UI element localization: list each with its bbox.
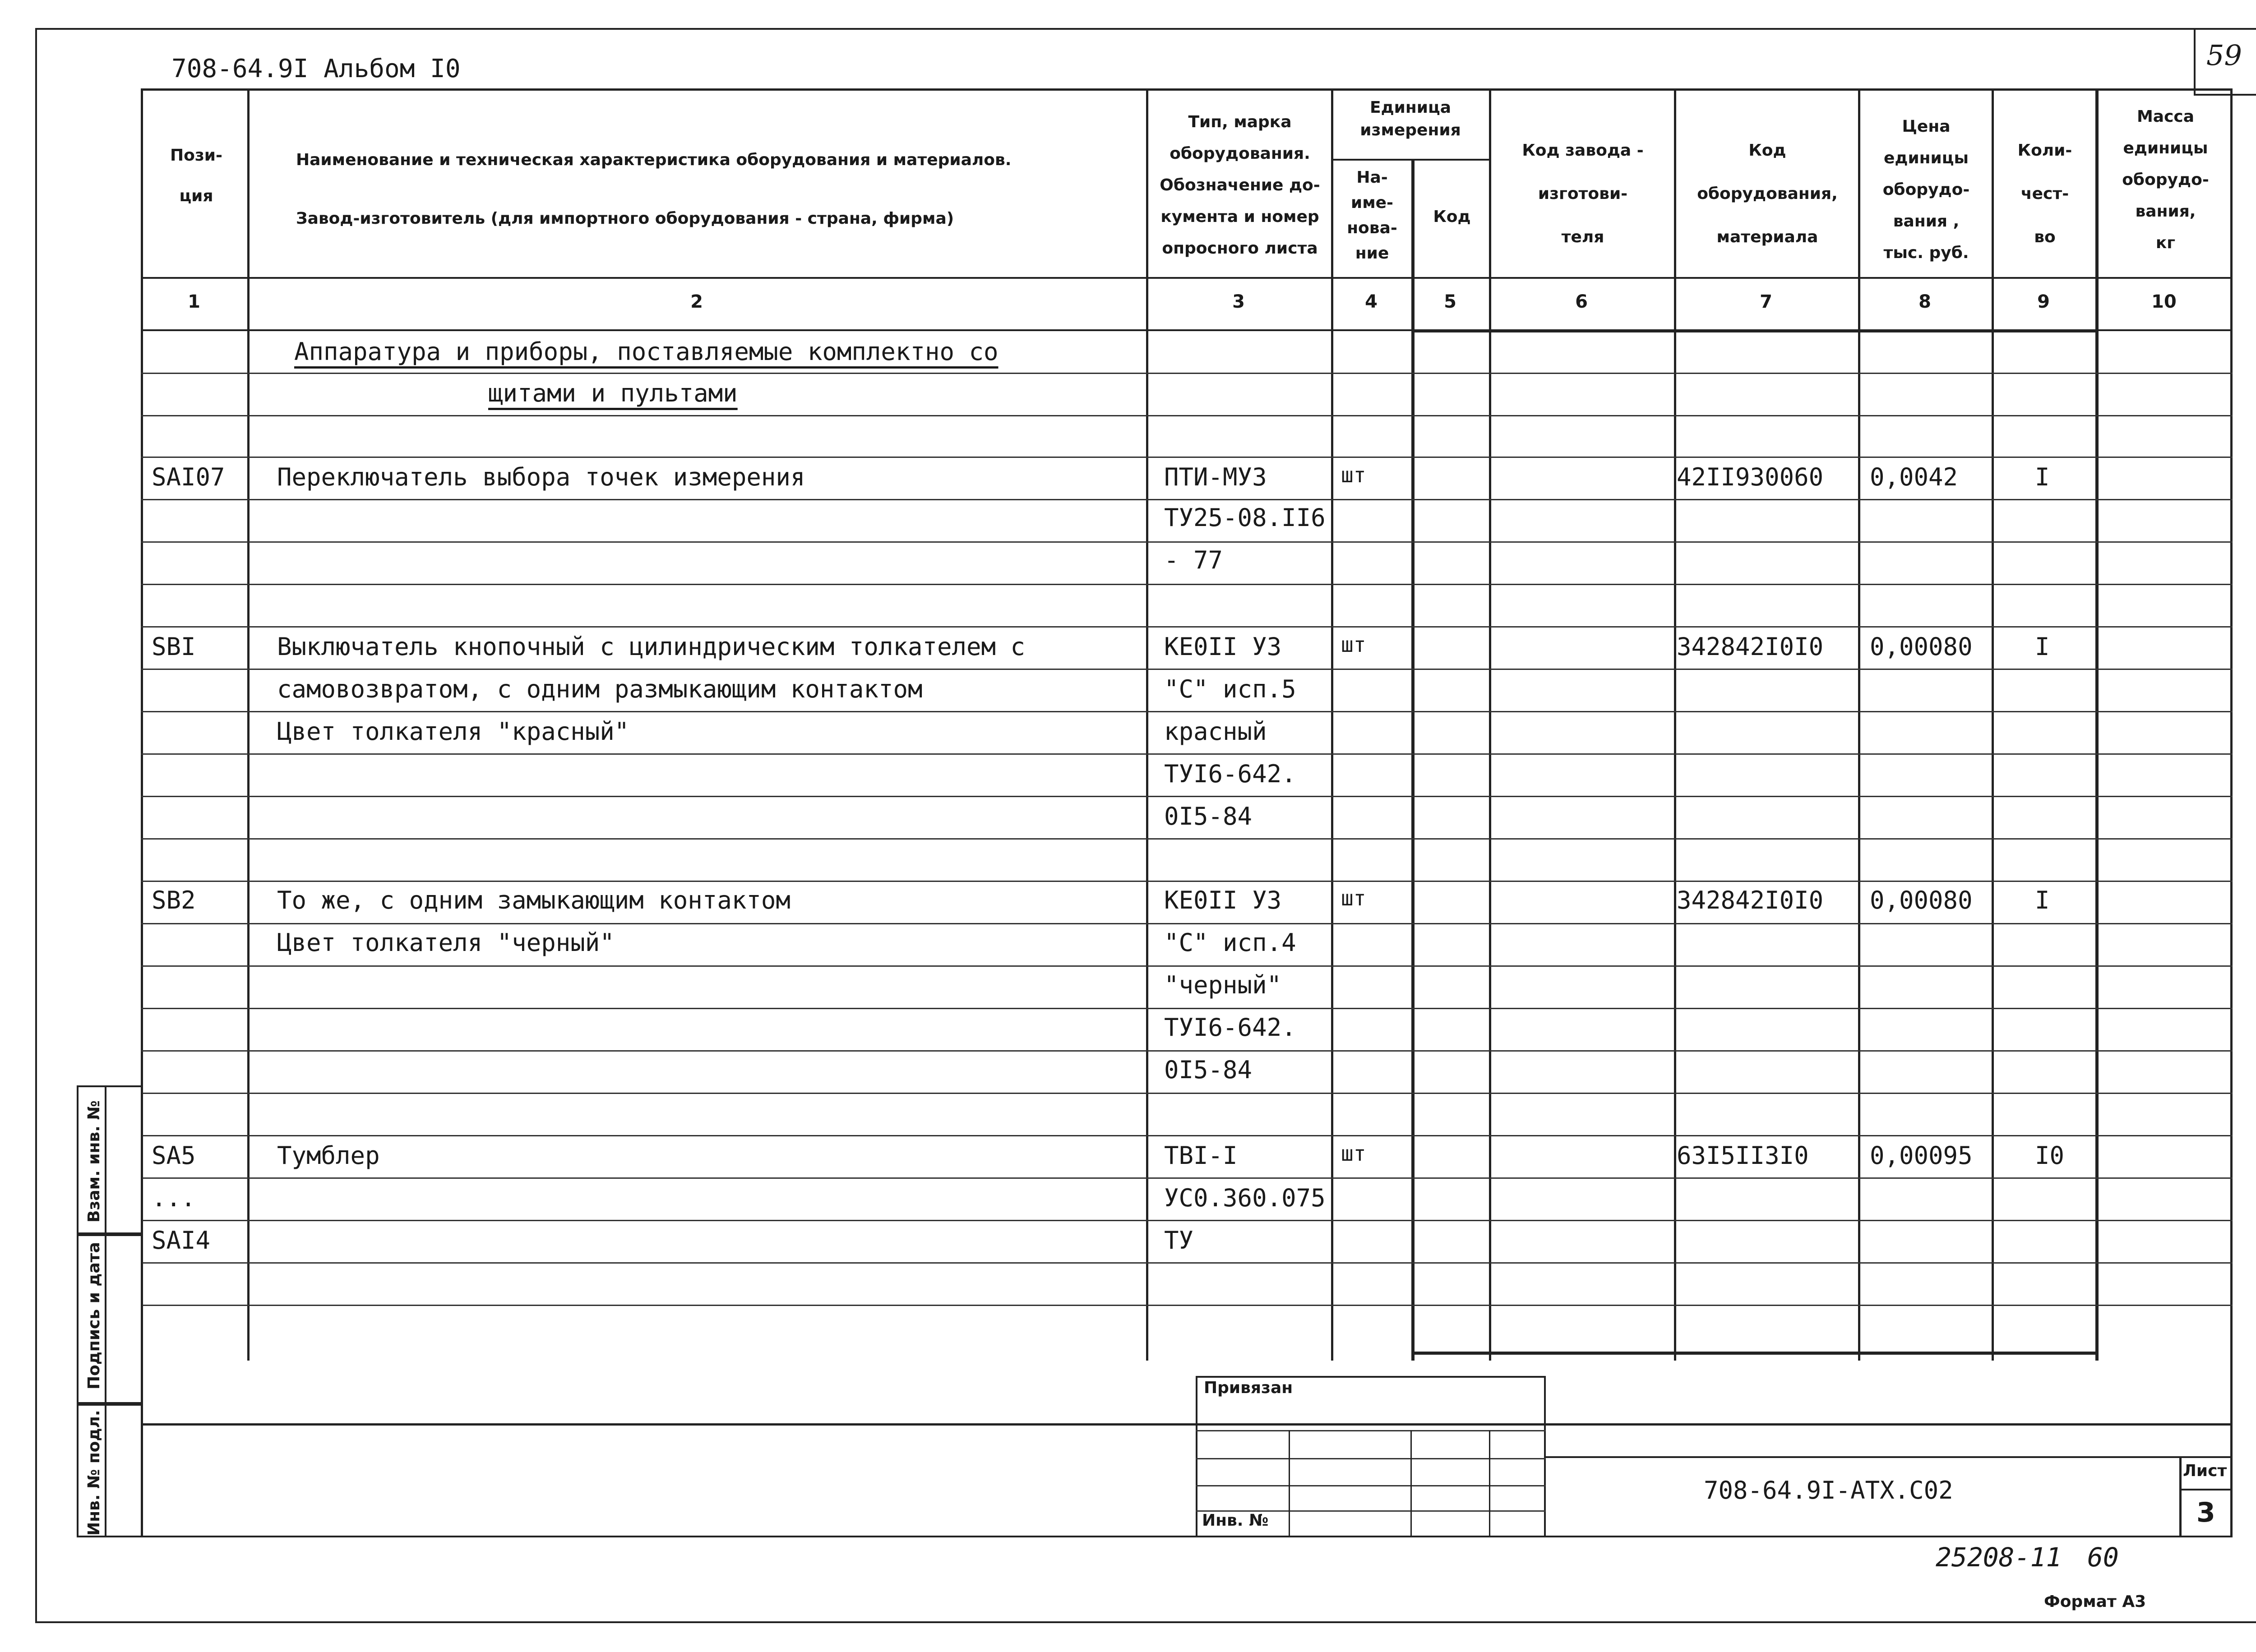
cell-pos: ... [152,1184,196,1212]
cell-name: Цвет толкателя "красный" [277,717,629,746]
cell-name: Выключатель кнопочный с цилиндрическим толкателем с [277,632,1026,661]
col7-header: Код оборудования, материала [1697,141,1838,246]
title-block-line [1546,1456,2233,1458]
thick-box-top [1411,329,2099,332]
cell-qty: I [2035,463,2050,491]
cell-code: 342842I0I0 [1677,632,1824,661]
cell-name: самовозвратом, с одним размыкающим контактом [277,675,923,703]
cell-unit: шт [1341,463,1366,487]
cell-unit: шт [1341,886,1366,910]
cell-price: 0,00095 [1870,1141,1973,1170]
cell-type: ТВI-I [1164,1141,1238,1170]
row-line [141,1093,2233,1094]
col3-header: Тип, марка оборудования. Обозначение до- кумента и номер опросного листа [1160,113,1320,258]
cell-type: 0I5-84 [1164,802,1253,831]
row-line [141,584,2233,585]
col-divider [1858,88,1860,1361]
cell-type: ТУI6-642. [1164,760,1296,788]
row-line [141,1050,2233,1052]
thick-box-bottom [1411,1352,2099,1355]
sheet-box-line [2179,1489,2233,1490]
row-line [141,796,2233,797]
side-label-signature: Подпись и дата [85,1242,103,1389]
cell-name: Цвет толкателя "черный" [277,928,615,957]
col-divider [1674,88,1676,1361]
colnum-8: 8 [1919,291,1931,312]
cell-price: 0,00080 [1870,886,1973,914]
row-line [141,541,2233,543]
col1-header: Пози- ция [170,146,222,205]
stamp-line [1196,1485,1546,1486]
unit-group-line [1331,159,1489,161]
bottom-line [141,1536,2233,1537]
archive-page: 60 [2087,1542,2119,1573]
stamp-vline [1289,1430,1290,1537]
section-title-line1: Аппаратура и приборы, поставляемые комплектно со [294,337,999,366]
cell-type: - 77 [1164,546,1223,574]
row-line [141,1008,2233,1009]
col-divider [1411,159,1415,1361]
colnum-2: 2 [690,291,703,312]
archive-number: 25208-11 [1936,1542,2062,1573]
paper-format: Формат А3 [2044,1592,2146,1611]
col10-header: Масса единицы оборудо- вания, кг [2122,107,2209,252]
col4-header: На- име- нова- ние [1347,168,1397,263]
document-designation: 708-64.9I-АТХ.С02 [1704,1476,1953,1504]
page-number: 59 [2206,39,2242,72]
cell-name: То же, с одним замыкающим контактом [277,886,791,914]
stamp-line [1196,1458,1546,1459]
stamp-vline [1410,1430,1412,1537]
col-divider [247,88,250,1361]
colnum-10: 10 [2151,291,2177,312]
side-label-inv: Инв. № подл. [85,1410,103,1536]
colnum-3: 3 [1232,291,1245,312]
row-line [141,499,2233,500]
cell-pos: SAI07 [152,463,225,491]
col-divider [1146,88,1148,1361]
row-line [141,881,2233,882]
cell-type: красный [1164,717,1267,746]
col6-header: Код завода - изготови- теля [1522,141,1644,246]
colnum-7: 7 [1760,291,1772,312]
sheet-label: Лист [2183,1462,2227,1480]
specification-table [141,88,2233,1426]
col9-header: Коли- чест- во [2017,141,2072,246]
colnum-9: 9 [2037,291,2050,312]
stamp-line [1196,1430,1546,1431]
left-line-bottom [141,1352,143,1537]
row-line [141,1177,2233,1179]
row-line [141,923,2233,924]
row-line [141,1262,2233,1264]
colnum-5: 5 [1444,291,1456,312]
row-line [141,1305,2233,1306]
inv-label: Инв. № [1202,1511,1269,1530]
colnum-4: 4 [1365,291,1378,312]
row-line [141,1220,2233,1221]
cell-price: 0,0042 [1870,463,1958,491]
col-divider [2095,88,2099,1361]
row-line [141,838,2233,840]
cell-type: "черный" [1164,971,1282,999]
document-header: 708-64.9I Альбом I0 [171,54,461,83]
row-line [141,965,2233,967]
cell-type: ТУ [1164,1226,1194,1255]
cell-type: "С" исп.4 [1164,928,1296,957]
colnum-1: 1 [188,291,200,312]
cell-type: "С" исп.5 [1164,675,1296,703]
row-line [141,669,2233,670]
cell-name: Переключатель выбора точек измерения [277,463,805,491]
cell-name: Тумблер [277,1141,380,1170]
section-title-line2: щитами и пультами [488,379,738,407]
col8-header: Цена единицы оборудо- вания , тыс. руб. [1882,117,1970,262]
cell-type: КЕ0II УЗ [1164,886,1282,914]
cell-unit: шт [1341,1141,1366,1166]
row-line [141,1135,2233,1136]
cell-type: ТУ25-08.II6 [1164,503,1326,532]
cell-pos: SB2 [152,886,196,914]
cell-code: 42II930060 [1677,463,1824,491]
header-bottom-line [141,277,2233,279]
cell-type: УС0.360.075 [1164,1184,1326,1212]
cell-type: ПТИ-МУЗ [1164,463,1267,491]
col5-header: Код [1433,208,1471,226]
cell-price: 0,00080 [1870,632,1973,661]
cell-type: 0I5-84 [1164,1056,1253,1084]
col2-header: Наименование и техническая характеристика оборудования и материалов. Завод-изготовитель (для импортного оборудования - страна, фирма) [296,151,1012,228]
cell-type: ТУI6-642. [1164,1013,1296,1042]
cell-unit: шт [1341,632,1366,657]
cell-code: 342842I0I0 [1677,886,1824,914]
sheet-number: 3 [2196,1497,2215,1528]
right-line-bottom [2230,1352,2233,1537]
col-divider [1489,88,1491,1361]
row-line [141,711,2233,712]
row-line [141,373,2233,374]
cell-qty: I [2035,632,2050,661]
unit-group-header: Единица измерения [1360,98,1461,139]
row-line [141,415,2233,416]
side-label-replace: Взам. инв. № [85,1100,103,1223]
cell-qty: I [2035,886,2050,914]
bound-label: Привязан [1204,1379,1293,1397]
col-divider [1992,88,1994,1361]
cell-pos: SAI4 [152,1226,211,1255]
cell-pos: SBI [152,632,196,661]
cell-type: КЕ0II УЗ [1164,632,1282,661]
cell-qty: I0 [2035,1141,2065,1170]
row-line [141,753,2233,755]
colnum-6: 6 [1575,291,1588,312]
cell-pos: SA5 [152,1141,196,1170]
sheet-box-divider [2179,1456,2182,1537]
cell-code: 63I5II3I0 [1677,1141,1809,1170]
row-line [141,457,2233,458]
stamp-vline [1489,1430,1490,1537]
col-divider [1331,88,1333,1361]
row-line [141,626,2233,628]
